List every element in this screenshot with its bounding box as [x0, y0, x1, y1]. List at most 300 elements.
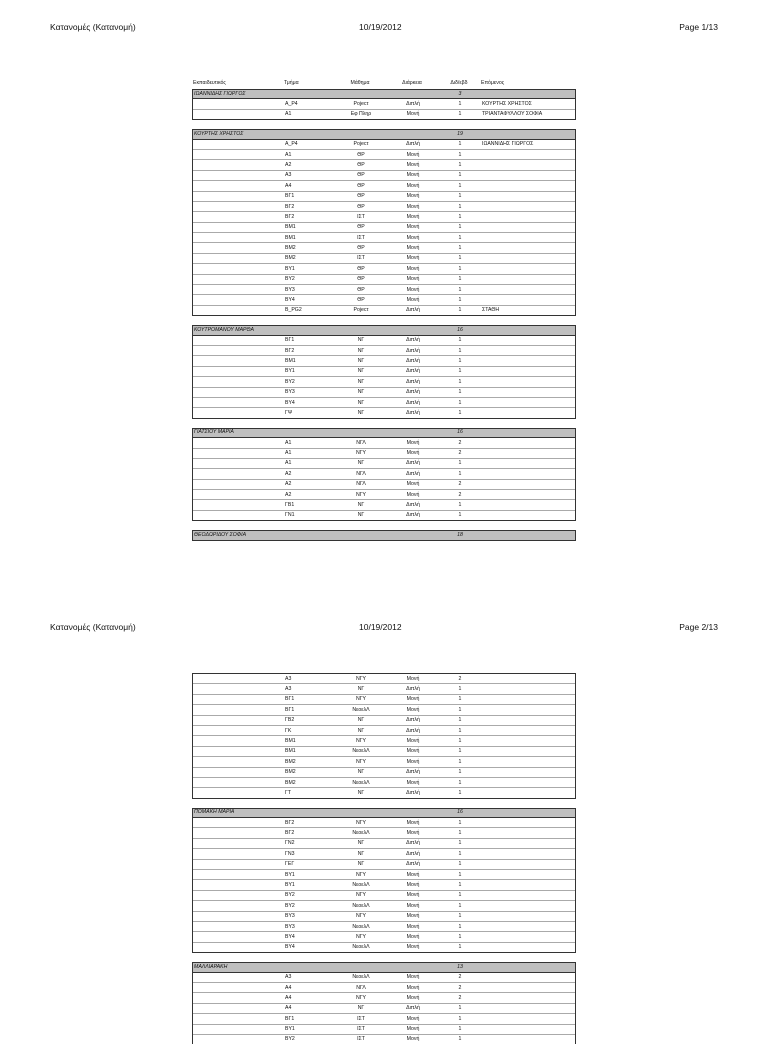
cell-duration: Διπλή: [406, 378, 420, 385]
table-row: [193, 736, 575, 746]
teacher-total-hours: 16: [457, 326, 463, 333]
cell-dept: B_PG2: [285, 307, 302, 314]
cell-dept: A3: [285, 974, 292, 981]
cell-subject: ΘΡ: [357, 193, 365, 200]
allocation-table: [192, 80, 576, 550]
cell-subject: ΝΓΥ: [355, 994, 367, 1001]
cell-duration: Μονή: [406, 450, 420, 457]
cell-hours: 1: [458, 276, 462, 283]
cell-duration: Μονή: [406, 161, 420, 168]
col-hours: Διδ/εβδ: [450, 80, 468, 86]
table-row: [193, 511, 575, 520]
cell-subject: ΙΣΤ: [357, 1015, 365, 1022]
cell-hours: 1: [458, 769, 462, 776]
teacher-group-header: [192, 962, 576, 972]
cell-subject: Pojecτ: [353, 100, 369, 107]
cell-dept: ΒΥ2: [285, 1036, 295, 1043]
teacher-group-header: [192, 325, 576, 335]
teacher-group-header: [192, 428, 576, 438]
cell-dept: A4: [285, 994, 292, 1001]
cell-duration: Διπλή: [406, 1005, 420, 1012]
teacher-group: [192, 129, 576, 316]
cell-dept: ΓΒ2: [285, 717, 295, 724]
cell-subject: ΙΣΤ: [357, 213, 365, 220]
cell-subject: ΝΓ: [357, 378, 365, 385]
cell-subject: ΘΡ: [357, 224, 365, 231]
cell-subject: ΝΓΥ: [355, 675, 367, 682]
cell-dept: ΒΥ1: [285, 1026, 295, 1033]
cell-dept: ΒΓ2: [285, 347, 295, 354]
cell-duration: Διπλή: [406, 840, 420, 847]
cell-subject: ΝΓ: [357, 460, 365, 467]
cell-dept: A3: [285, 172, 292, 179]
table-row: [193, 306, 575, 315]
cell-subject: ΝΓΥ: [355, 696, 367, 703]
cell-dept: ΓΤ: [285, 789, 292, 796]
cell-duration: Διπλή: [406, 470, 420, 477]
table-row: [193, 983, 575, 993]
table-row: [193, 223, 575, 233]
table-row: [193, 408, 575, 417]
cell-hours: 1: [458, 882, 462, 889]
table-row: [193, 264, 575, 274]
cell-subject: ΝΓ: [357, 399, 365, 406]
cell-hours: 1: [458, 944, 462, 951]
cell-duration: Μονή: [406, 203, 420, 210]
cell-hours: 1: [458, 819, 462, 826]
cell-subject: ΝΓ: [357, 769, 365, 776]
cell-dept: ΒΥ2: [285, 276, 295, 283]
cell-hours: 1: [458, 297, 462, 304]
teacher-group-header: [192, 129, 576, 139]
teacher-group-header: [192, 530, 576, 540]
teacher-total-hours: 19: [457, 130, 463, 137]
cell-hours: 1: [458, 193, 462, 200]
cell-subject: ΝΓ: [357, 1005, 365, 1012]
cell-duration: Μονή: [406, 213, 420, 220]
table-row: [193, 747, 575, 757]
cell-duration: Διπλή: [406, 368, 420, 375]
cell-dept: ΒΥ3: [285, 923, 295, 930]
cell-duration: Μονή: [406, 994, 420, 1001]
teacher-group-rows: [192, 973, 576, 1045]
cell-duration: Διπλή: [406, 100, 420, 107]
cell-dept: ΓΒ1: [285, 502, 295, 509]
cell-subject: ΝΓΥ: [355, 450, 367, 457]
cell-dept: ΓΝ2: [285, 840, 295, 847]
cell-hours: 1: [458, 172, 462, 179]
cell-duration: Μονή: [406, 933, 420, 940]
cell-subject: ΝεοελΛ: [352, 882, 370, 889]
teacher-name: ΓΙΑΤΣΙΟΥ ΜΑΡΙΑ: [194, 429, 234, 436]
cell-next: ΣΤΑΘΗ: [482, 307, 500, 314]
table-row: [193, 1014, 575, 1024]
cell-dept: A_P4: [285, 100, 298, 107]
cell-hours: 2: [458, 974, 462, 981]
cell-hours: 2: [458, 984, 462, 991]
cell-hours: 1: [458, 161, 462, 168]
cell-subject: ΘΡ: [357, 245, 365, 252]
table-row: [193, 449, 575, 459]
table-row: [193, 110, 575, 119]
table-row: [193, 500, 575, 510]
cell-hours: 1: [458, 840, 462, 847]
cell-next: ΚΟΥΡΤΗΣ ΧΡΗΣΤΟΣ: [482, 100, 532, 107]
cell-hours: 1: [458, 389, 462, 396]
cell-dept: ΒΓ2: [285, 830, 295, 837]
table-row: [193, 912, 575, 922]
table-row: [193, 275, 575, 285]
cell-dept: ΓΝ3: [285, 850, 295, 857]
cell-hours: 1: [458, 1015, 462, 1022]
cell-dept: ΒΓ2: [285, 203, 295, 210]
report-page-2: [0, 600, 768, 1043]
table-row: [193, 943, 575, 952]
table-row: [193, 202, 575, 212]
cell-dept: ΒΓ1: [285, 193, 295, 200]
allocation-table: [192, 673, 576, 1053]
cell-duration: Διπλή: [406, 769, 420, 776]
teacher-name: ΘΕΟΔΩΡΙΔΟΥ ΣΟΦΙΑ: [194, 531, 247, 538]
table-row: [193, 490, 575, 500]
cell-dept: A3: [285, 685, 292, 692]
cell-subject: ΝεοελΛ: [352, 830, 370, 837]
table-row: [193, 212, 575, 222]
table-row: [193, 160, 575, 170]
teacher-total-hours: 16: [457, 429, 463, 436]
table-row: [193, 973, 575, 983]
page-header: [0, 22, 768, 36]
cell-subject: ΝεοελΛ: [352, 779, 370, 786]
cell-dept: ΒΓ1: [285, 337, 295, 344]
table-row: [193, 993, 575, 1003]
cell-duration: Διπλή: [406, 389, 420, 396]
cell-dept: ΒΓ2: [285, 819, 295, 826]
cell-duration: Μονή: [406, 871, 420, 878]
cell-duration: Διπλή: [406, 789, 420, 796]
cell-dept: A2: [285, 470, 292, 477]
teacher-group-rows: [192, 438, 576, 521]
cell-hours: 1: [458, 224, 462, 231]
cell-duration: Μονή: [406, 944, 420, 951]
table-row: [193, 891, 575, 901]
cell-next: ΙΩΑΝΝΙΔΗΣ ΓΙΩΡΓΟΣ: [482, 141, 534, 148]
teacher-total-hours: 16: [457, 809, 463, 816]
cell-duration: Μονή: [406, 675, 420, 682]
table-row: [193, 243, 575, 253]
cell-dept: ΒΜ2: [285, 255, 296, 262]
cell-subject: ΝΓΥ: [355, 892, 367, 899]
cell-hours: 1: [458, 337, 462, 344]
cell-duration: Μονή: [406, 151, 420, 158]
cell-subject: ΝΓ: [357, 861, 365, 868]
cell-hours: 1: [458, 470, 462, 477]
cell-hours: 1: [458, 696, 462, 703]
cell-subject: ΝεοελΛ: [352, 706, 370, 713]
cell-duration: Μονή: [406, 748, 420, 755]
table-row: [193, 285, 575, 295]
cell-subject: ΘΡ: [357, 265, 365, 272]
cell-duration: Μονή: [406, 706, 420, 713]
table-row: [193, 684, 575, 694]
table-row: [193, 870, 575, 880]
table-row: [193, 757, 575, 767]
table-row: [193, 346, 575, 356]
table-row: [193, 150, 575, 160]
cell-hours: 1: [458, 892, 462, 899]
cell-hours: 1: [458, 830, 462, 837]
cell-duration: Μονή: [406, 439, 420, 446]
cell-hours: 1: [458, 151, 462, 158]
cell-hours: 1: [458, 368, 462, 375]
cell-hours: 1: [458, 286, 462, 293]
table-row: [193, 674, 575, 684]
table-row: [193, 726, 575, 736]
table-row: [193, 171, 575, 181]
cell-hours: 1: [458, 933, 462, 940]
cell-dept: ΒΓ1: [285, 706, 295, 713]
cell-duration: Διπλή: [406, 141, 420, 148]
teacher-group-rows: [192, 99, 576, 120]
cell-subject: ΝΓ: [357, 368, 365, 375]
table-row: [193, 192, 575, 202]
cell-dept: ΒΥ2: [285, 378, 295, 385]
cell-subject: ΝΓ: [357, 685, 365, 692]
cell-dept: ΒΥ4: [285, 933, 295, 940]
cell-duration: Μονή: [406, 172, 420, 179]
cell-duration: Διπλή: [406, 685, 420, 692]
cell-subject: ΝΓΥ: [355, 933, 367, 940]
cell-hours: 1: [458, 923, 462, 930]
cell-subject: ΝΓ: [357, 502, 365, 509]
cell-duration: Διπλή: [406, 399, 420, 406]
cell-hours: 1: [458, 378, 462, 385]
cell-dept: ΒΥ1: [285, 871, 295, 878]
cell-dept: ΒΥ3: [285, 389, 295, 396]
cell-hours: 1: [458, 141, 462, 148]
cell-dept: A1: [285, 460, 292, 467]
cell-duration: Διπλή: [406, 512, 420, 519]
cell-dept: ΒΥ1: [285, 368, 295, 375]
cell-hours: 2: [458, 994, 462, 1001]
cell-hours: 1: [458, 748, 462, 755]
teacher-total-hours: 18: [457, 531, 463, 538]
cell-hours: 1: [458, 1005, 462, 1012]
cell-duration: Διπλή: [406, 337, 420, 344]
cell-duration: Μονή: [406, 297, 420, 304]
cell-subject: ΝΓΥ: [355, 871, 367, 878]
cell-hours: 1: [458, 245, 462, 252]
cell-duration: Μονή: [406, 491, 420, 498]
cell-dept: ΒΥ1: [285, 882, 295, 889]
cell-dept: A1: [285, 450, 292, 457]
cell-subject: ΝΓ: [357, 789, 365, 796]
cell-subject: Pojecτ: [353, 141, 369, 148]
cell-dept: ΒΥ3: [285, 913, 295, 920]
table-row: [193, 880, 575, 890]
cell-duration: Μονή: [406, 892, 420, 899]
cell-subject: ΝεοελΛ: [352, 974, 370, 981]
cell-dept: A4: [285, 1005, 292, 1012]
cell-subject: ΝΓΛ: [356, 984, 366, 991]
cell-duration: Μονή: [406, 696, 420, 703]
table-row: [193, 901, 575, 911]
cell-subject: ΘΡ: [357, 151, 365, 158]
table-row: [193, 336, 575, 346]
cell-duration: Διπλή: [406, 357, 420, 364]
teacher-name: ΙΩΑΝΝΙΔΗΣ ΓΙΩΡΓΟΣ: [194, 90, 246, 97]
teacher-name: ΠΟΜΑΚΗ ΜΑΡΙΑ: [194, 809, 235, 816]
cell-dept: ΓΚ: [285, 727, 292, 734]
cell-subject: ΙΣΤ: [357, 234, 365, 241]
cell-dept: A2: [285, 481, 292, 488]
teacher-name: ΜΑΛΛΙΑΡΑΚΗ: [194, 963, 228, 970]
report-date: 10/19/2012: [359, 622, 402, 632]
cell-hours: 1: [458, 203, 462, 210]
table-row: [193, 768, 575, 778]
teacher-group-rows: [192, 336, 576, 419]
cell-hours: 1: [458, 347, 462, 354]
cell-dept: ΒΥ2: [285, 892, 295, 899]
table-row: [193, 818, 575, 828]
col-dept: Τμήμα: [284, 80, 299, 86]
cell-dept: ΒΜ2: [285, 758, 296, 765]
cell-hours: 1: [458, 265, 462, 272]
cell-subject: ΝΓΥ: [355, 737, 367, 744]
page-number: Page 1/13: [679, 22, 718, 32]
cell-duration: Διπλή: [406, 307, 420, 314]
cell-dept: ΒΜ2: [285, 769, 296, 776]
cell-subject: ΝΓΥ: [355, 819, 367, 826]
cell-dept: A4: [285, 984, 292, 991]
cell-hours: 1: [458, 409, 462, 416]
cell-subject: ΘΡ: [357, 182, 365, 189]
cell-duration: Μονή: [406, 1015, 420, 1022]
col-teacher: Εκπαιδευτικός: [193, 80, 226, 86]
page-number: Page 2/13: [679, 622, 718, 632]
teacher-name: ΚΟΥΤΡΟΜΑΝΟΥ ΜΑΡΘΑ: [194, 326, 254, 333]
cell-subject: ΝΓ: [357, 409, 365, 416]
teacher-group-rows: [192, 140, 576, 317]
cell-subject: ΝΓ: [357, 717, 365, 724]
table-row: [193, 860, 575, 870]
table-row: [193, 469, 575, 479]
table-row: [193, 459, 575, 469]
cell-duration: Μονή: [406, 255, 420, 262]
cell-hours: 1: [458, 182, 462, 189]
cell-subject: ΙΣΤ: [357, 1026, 365, 1033]
cell-duration: Μονή: [406, 902, 420, 909]
column-header-row: [192, 80, 576, 89]
cell-subject: Εφ Πληρ: [350, 111, 372, 118]
cell-duration: Μονή: [406, 286, 420, 293]
cell-dept: ΒΥ4: [285, 297, 295, 304]
cell-duration: Μονή: [406, 1036, 420, 1043]
cell-duration: Μονή: [406, 481, 420, 488]
teacher-total-hours: 13: [457, 963, 463, 970]
cell-hours: 1: [458, 902, 462, 909]
cell-duration: Μονή: [406, 974, 420, 981]
cell-subject: ΝΓ: [357, 347, 365, 354]
table-row: [193, 839, 575, 849]
cell-hours: 1: [458, 255, 462, 262]
cell-dept: ΒΜ1: [285, 224, 296, 231]
col-next: Επόμενος: [481, 80, 505, 86]
cell-hours: 1: [458, 460, 462, 467]
cell-dept: A1: [285, 151, 292, 158]
col-duration: Διάρκεια: [402, 80, 422, 86]
cell-hours: 2: [458, 481, 462, 488]
cell-duration: Μονή: [406, 276, 420, 283]
cell-hours: 2: [458, 675, 462, 682]
teacher-group: [192, 530, 576, 540]
cell-duration: Μονή: [406, 234, 420, 241]
cell-dept: ΓΝ1: [285, 512, 295, 519]
cell-subject: ΝΓΥ: [355, 758, 367, 765]
cell-dept: A2: [285, 491, 292, 498]
cell-duration: Διπλή: [406, 727, 420, 734]
cell-dept: ΒΓ1: [285, 1015, 295, 1022]
teacher-groups: [192, 808, 576, 1045]
cell-subject: ΝεοελΛ: [352, 944, 370, 951]
cell-dept: ΒΜ2: [285, 779, 296, 786]
cell-hours: 1: [458, 727, 462, 734]
table-row: [193, 367, 575, 377]
cell-subject: ΘΡ: [357, 172, 365, 179]
cell-subject: ΘΡ: [357, 297, 365, 304]
cell-duration: Διπλή: [406, 850, 420, 857]
table-row: [193, 1025, 575, 1035]
teacher-groups: [192, 89, 576, 541]
cell-dept: ΒΓ1: [285, 696, 295, 703]
cell-duration: Μονή: [406, 830, 420, 837]
cell-dept: A_P4: [285, 141, 298, 148]
cell-dept: ΒΜ1: [285, 357, 296, 364]
cell-dept: ΓΕΓ: [285, 861, 295, 868]
report-title: Κατανομές (Κατανομή): [50, 22, 136, 32]
cell-duration: Μονή: [406, 111, 420, 118]
teacher-group: [192, 325, 576, 419]
cell-duration: Μονή: [406, 758, 420, 765]
table-row: [193, 398, 575, 408]
cell-subject: ΝΓ: [357, 840, 365, 847]
cell-dept: A1: [285, 439, 292, 446]
cell-hours: 1: [458, 512, 462, 519]
table-row: [193, 438, 575, 448]
cell-hours: 1: [458, 779, 462, 786]
teacher-group: [192, 962, 576, 1044]
cell-dept: ΒΓ2: [285, 213, 295, 220]
report-date: 10/19/2012: [359, 22, 402, 32]
teacher-total-hours: 3: [458, 90, 462, 97]
cell-dept: ΒΥ3: [285, 286, 295, 293]
table-row: [193, 932, 575, 942]
cell-subject: ΝΓ: [357, 337, 365, 344]
cell-subject: ΘΡ: [357, 276, 365, 283]
cell-hours: 1: [458, 758, 462, 765]
table-row: [193, 295, 575, 305]
report-title: Κατανομές (Κατανομή): [50, 622, 136, 632]
cell-hours: 1: [458, 861, 462, 868]
page-header: [0, 622, 768, 636]
cell-dept: ΒΜ1: [285, 234, 296, 241]
cell-hours: 1: [458, 850, 462, 857]
cell-duration: Μονή: [406, 984, 420, 991]
teacher-group-rows: [192, 818, 576, 953]
table-row: [193, 922, 575, 932]
cell-subject: ΝΓ: [357, 357, 365, 364]
table-row: [193, 254, 575, 264]
